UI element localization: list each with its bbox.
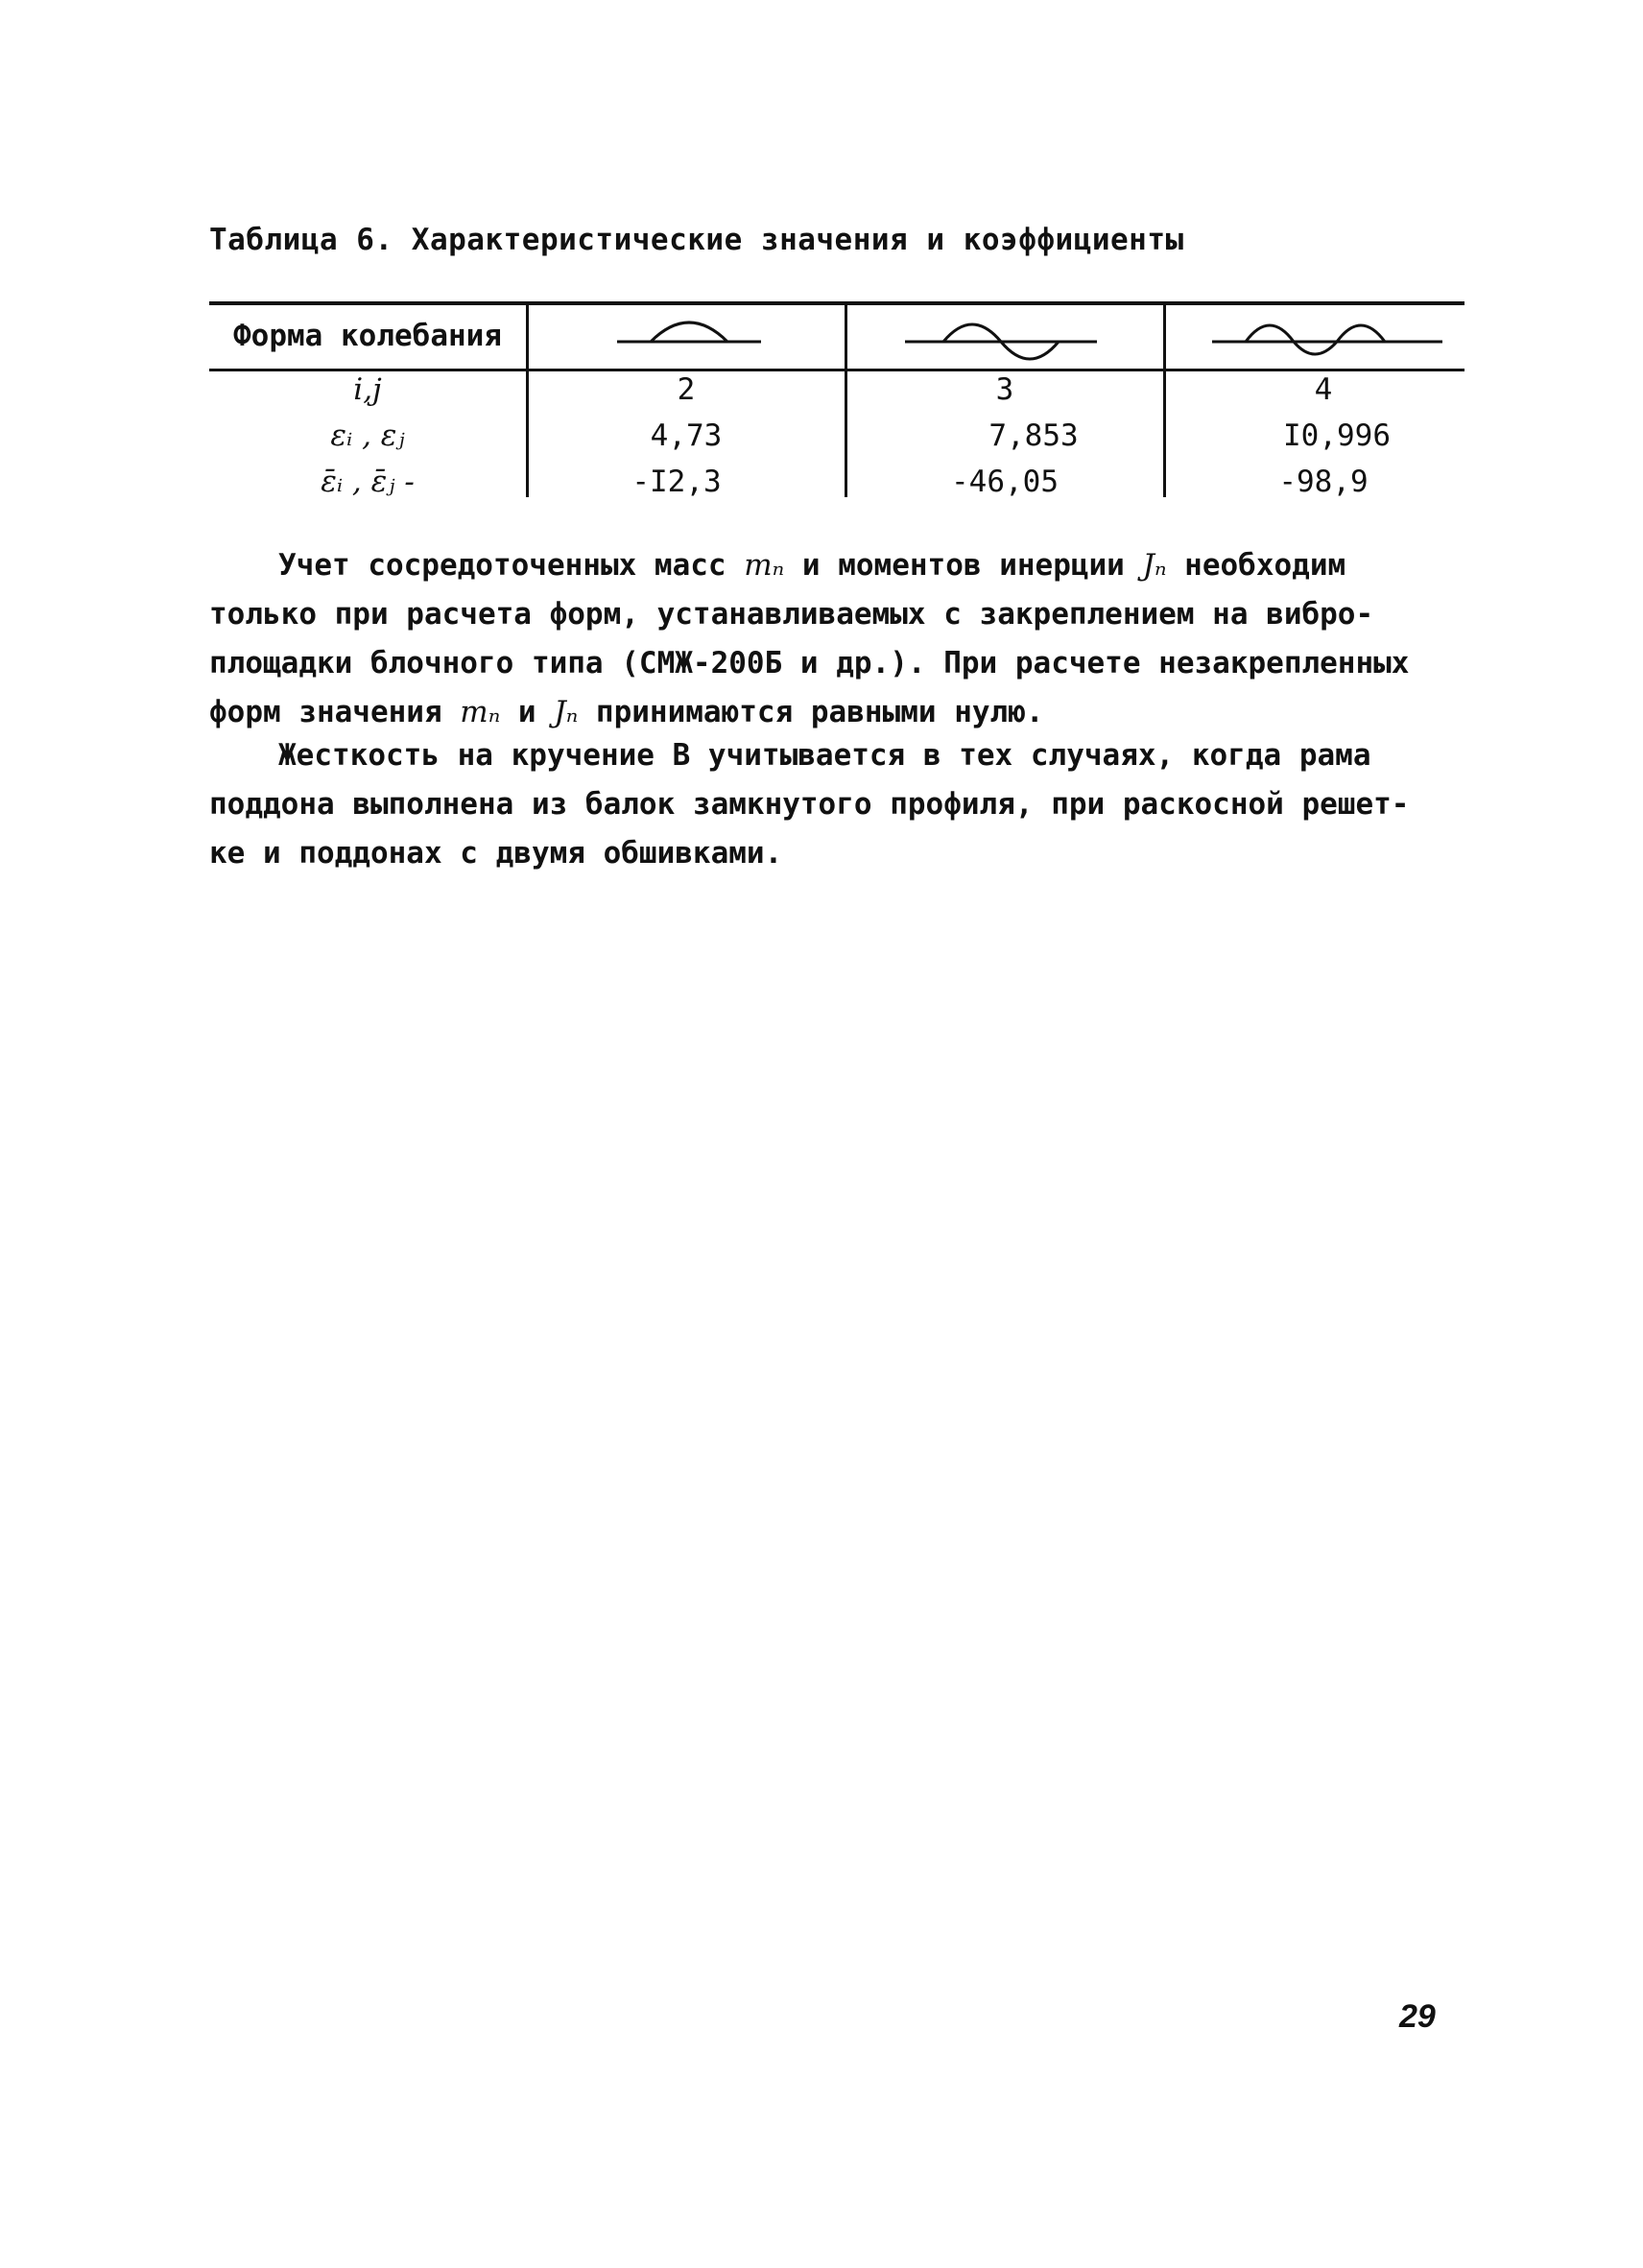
- table-cell: 2: [677, 372, 696, 407]
- row-label-epsilon-bar: ε̄ᵢ , ε̄ⱼ -: [321, 465, 415, 499]
- characteristic-values-table: [209, 301, 1464, 505]
- text-segment: и: [500, 695, 555, 729]
- table-cell: -46,05: [951, 465, 1059, 499]
- page-number: 29: [1399, 1998, 1436, 2035]
- table-cell: 4,73: [650, 418, 723, 453]
- table-cell: -98,9: [1278, 465, 1369, 499]
- text-line: [209, 541, 1464, 590]
- table-cell: -I2,3: [631, 465, 722, 499]
- text-line: только при расчета форм, устанавливаемых с закреплением на вибро-: [209, 597, 1374, 632]
- text-segment: Учет сосредоточенных масс: [278, 548, 745, 583]
- table-top-rule: [209, 301, 1464, 305]
- text-segment: и моментов инерции: [784, 548, 1143, 583]
- inertia-symbol: Jₙ: [554, 695, 579, 729]
- header-mode-shape-label: Форма колебания: [233, 319, 502, 353]
- two-half-wave-icon: [900, 313, 1102, 367]
- mass-symbol: mₙ: [744, 548, 785, 583]
- table-caption: Таблица 6. Характеристические значения и коэффициенты: [209, 223, 1184, 257]
- table-cell: 4: [1314, 372, 1333, 407]
- paragraph-concentrated-masses: [209, 541, 1464, 737]
- table-header-rule: [209, 369, 1464, 371]
- one-half-wave-icon: [612, 313, 766, 361]
- text-segment: форм значения: [209, 695, 461, 729]
- text-line: [209, 688, 1464, 737]
- table-cell: 3: [995, 372, 1014, 407]
- text-line: Жесткость на кручение В учитывается в тех случаях, когда рама: [278, 738, 1371, 773]
- paragraph-torsional-stiffness: [209, 731, 1464, 878]
- text-line: ке и поддонах с двумя обшивками.: [209, 836, 783, 871]
- table-cell: 7,853: [988, 418, 1079, 453]
- table-cell: I0,996: [1283, 418, 1391, 453]
- text-line: поддона выполнена из балок замкнутого профиля, при раскосной решет-: [209, 787, 1410, 822]
- text-segment: необходим: [1166, 548, 1346, 583]
- text-segment: принимаются равными нулю.: [578, 695, 1044, 729]
- text-line: площадки блочного типа (СМЖ-200Б и др.). При расчете незакрепленных: [209, 646, 1410, 680]
- row-label-index: i,j: [353, 372, 382, 407]
- row-label-epsilon: εᵢ , εⱼ: [330, 418, 405, 453]
- inertia-symbol: Jₙ: [1142, 548, 1167, 583]
- three-half-wave-icon: [1207, 313, 1447, 361]
- mass-symbol: mₙ: [460, 695, 501, 729]
